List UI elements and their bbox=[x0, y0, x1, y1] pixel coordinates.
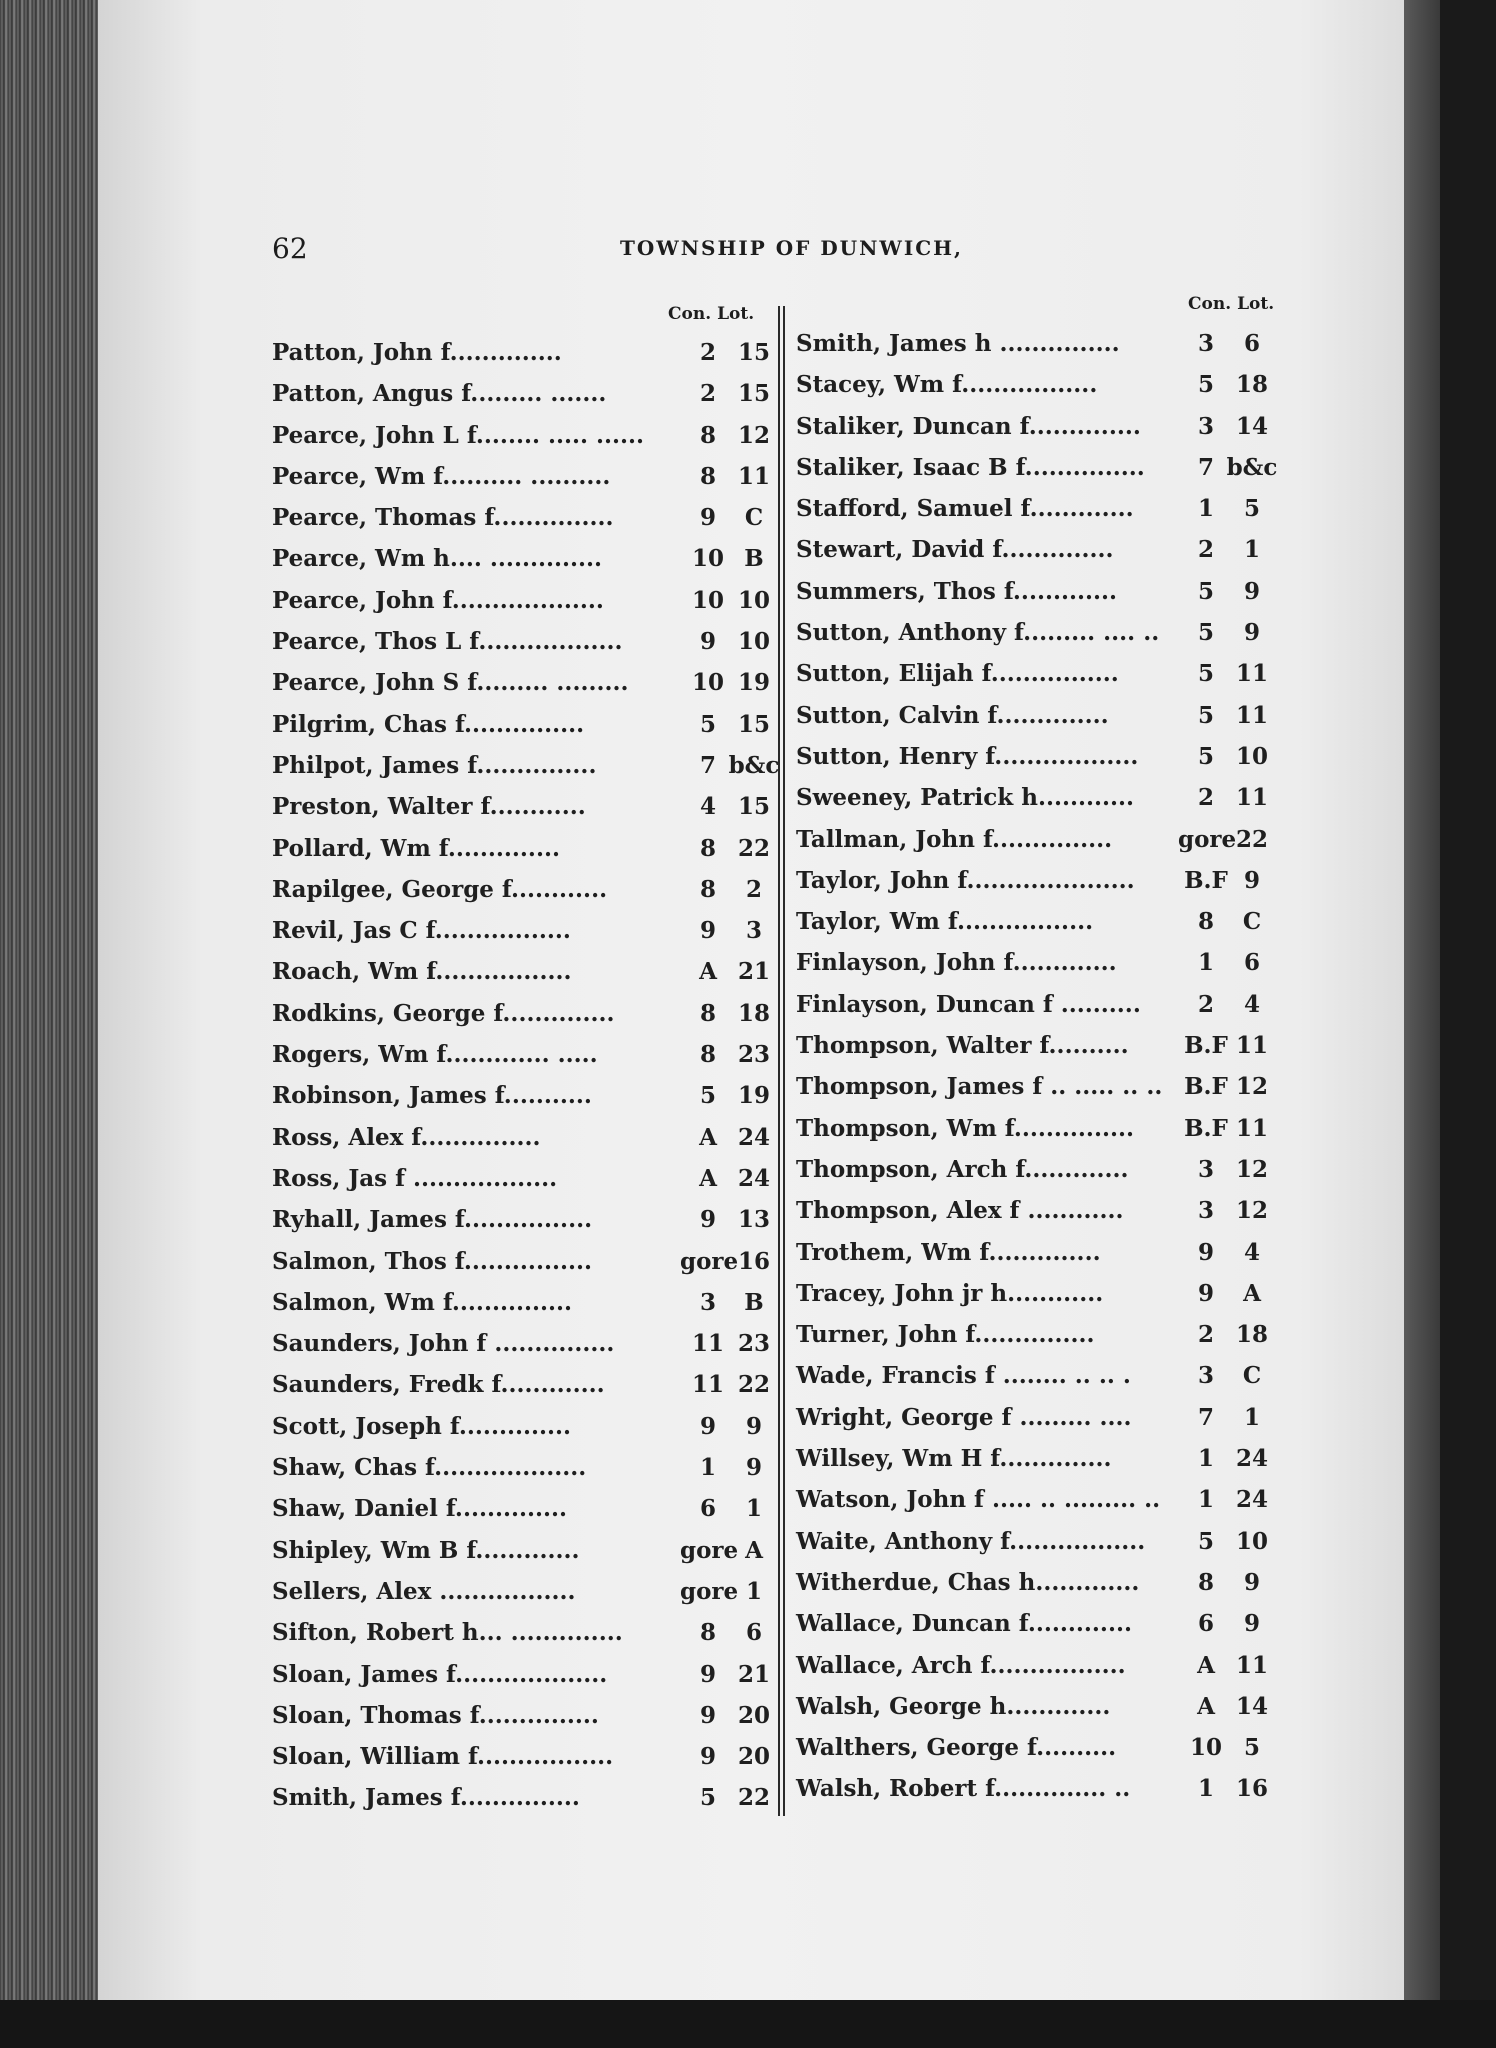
entry-name: Wright, George f ......... .... bbox=[796, 1403, 1132, 1431]
entry-name: Shipley, Wm B f............. bbox=[272, 1536, 580, 1564]
entry-lot: 12 bbox=[1235, 1073, 1268, 1101]
list-item bbox=[272, 786, 784, 827]
list-item bbox=[796, 1686, 1292, 1727]
entry-lot: C bbox=[744, 504, 764, 532]
entry-name: Patton, Angus f......... ....... bbox=[272, 380, 607, 408]
entry-name: Staliker, Isaac B f............... bbox=[796, 453, 1145, 481]
entry-lot: 11 bbox=[1235, 784, 1268, 812]
entry-lot: 2 bbox=[745, 875, 762, 903]
list-item bbox=[796, 1232, 1292, 1273]
entry-name: Finlayson, Duncan f .......... bbox=[796, 990, 1141, 1018]
entry-con: 10 bbox=[1189, 1734, 1222, 1762]
list-item bbox=[796, 529, 1292, 570]
book-spine bbox=[1404, 0, 1440, 2048]
running-head: TOWNSHIP OF DUNWICH, bbox=[620, 236, 963, 260]
list-item bbox=[272, 1158, 784, 1199]
entry-lot: 13 bbox=[737, 1206, 770, 1234]
entry-con: 3 bbox=[1197, 412, 1214, 440]
left-column-header: Con. Lot. bbox=[668, 304, 755, 324]
entry-con: 7 bbox=[1197, 453, 1214, 481]
list-item bbox=[796, 447, 1292, 488]
entry-con: 9 bbox=[1197, 1238, 1214, 1266]
list-item bbox=[796, 1438, 1292, 1479]
entry-name: Rodkins, George f.............. bbox=[272, 999, 615, 1027]
entry-con: 7 bbox=[1197, 1403, 1214, 1431]
entry-con: gore bbox=[680, 1247, 739, 1275]
page-number: 62 bbox=[272, 232, 308, 265]
entry-con: 9 bbox=[1197, 1279, 1214, 1307]
entry-name: Wallace, Arch f................. bbox=[796, 1651, 1126, 1679]
list-item bbox=[796, 364, 1292, 405]
entry-con: 11 bbox=[691, 1330, 724, 1358]
entry-lot: 6 bbox=[1243, 330, 1260, 357]
entry-name: Pollard, Wm f.............. bbox=[272, 834, 560, 862]
list-item bbox=[796, 1066, 1292, 1107]
entry-con: gore bbox=[680, 1536, 739, 1564]
entry-con: 3 bbox=[1197, 1197, 1214, 1225]
entry-name: Pearce, John S f......... ......... bbox=[272, 669, 629, 697]
entry-name: Thompson, Alex f ............ bbox=[796, 1197, 1124, 1225]
entry-name: Thompson, Arch f............. bbox=[796, 1155, 1129, 1183]
entry-name: Pearce, John L f........ ..... ...... bbox=[272, 421, 645, 449]
entry-con: 5 bbox=[1197, 701, 1214, 729]
list-item bbox=[272, 621, 784, 662]
entry-name: Stewart, David f.............. bbox=[796, 536, 1114, 564]
list-item bbox=[796, 653, 1292, 694]
entry-lot: 24 bbox=[737, 1164, 770, 1192]
entry-con: 8 bbox=[699, 462, 716, 490]
entry-con: 9 bbox=[699, 1660, 716, 1688]
entry-name: Summers, Thos f............. bbox=[796, 577, 1118, 605]
list-item bbox=[272, 993, 784, 1034]
entry-lot: 9 bbox=[1243, 866, 1260, 894]
entry-lot: 1 bbox=[1243, 536, 1260, 564]
entry-lot: 15 bbox=[737, 380, 770, 408]
entry-lot: 9 bbox=[1243, 1568, 1260, 1596]
entry-con: 5 bbox=[1197, 619, 1214, 647]
list-item bbox=[796, 571, 1292, 612]
list-item bbox=[796, 1149, 1292, 1190]
entry-name: Sweeney, Patrick h............ bbox=[796, 784, 1135, 812]
entry-name: Shaw, Daniel f.............. bbox=[272, 1495, 568, 1523]
entry-con: 8 bbox=[699, 1619, 716, 1647]
list-item bbox=[272, 1571, 784, 1612]
list-item bbox=[272, 1117, 784, 1158]
entry-name: Trothem, Wm f.............. bbox=[796, 1238, 1101, 1266]
entry-con: 5 bbox=[699, 1784, 716, 1812]
entry-name: Tallman, John f............... bbox=[796, 825, 1113, 853]
list-item bbox=[796, 1273, 1292, 1314]
entry-con: 2 bbox=[1197, 784, 1214, 812]
entry-name: Preston, Walter f............ bbox=[272, 793, 586, 821]
entry-lot: 18 bbox=[737, 999, 770, 1027]
entry-name: Pearce, Thomas f............... bbox=[272, 504, 614, 532]
entry-name: Walthers, George f.......... bbox=[796, 1734, 1117, 1762]
list-item bbox=[796, 1521, 1292, 1562]
entry-con: 9 bbox=[699, 1206, 716, 1234]
list-item bbox=[796, 736, 1292, 777]
entry-con: 7 bbox=[699, 751, 716, 779]
entry-con: B.F bbox=[1184, 1114, 1228, 1142]
entry-con: 5 bbox=[1197, 371, 1214, 399]
entry-con: A bbox=[699, 958, 717, 986]
entry-con: 1 bbox=[699, 1454, 716, 1482]
entry-name: Wallace, Duncan f............. bbox=[796, 1610, 1132, 1638]
entry-name: Patton, John f.............. bbox=[272, 339, 562, 366]
entry-name: Taylor, Wm f................. bbox=[796, 908, 1094, 936]
entry-con: 3 bbox=[1197, 1155, 1214, 1183]
entry-lot: 9 bbox=[1243, 1610, 1260, 1638]
entry-con: 8 bbox=[699, 999, 716, 1027]
entry-name: Sutton, Anthony f......... .... .. bbox=[796, 619, 1160, 647]
entry-name: Walsh, Robert f.............. .. bbox=[796, 1775, 1131, 1803]
entry-con: 11 bbox=[691, 1371, 724, 1399]
entry-lot: 23 bbox=[737, 1330, 770, 1358]
entry-name: Sutton, Elijah f................ bbox=[796, 660, 1119, 688]
entry-name: Salmon, Wm f............... bbox=[272, 1288, 573, 1316]
entry-lot: 22 bbox=[737, 1784, 770, 1812]
entry-name: Stafford, Samuel f............. bbox=[796, 495, 1134, 523]
list-item bbox=[272, 951, 784, 992]
list-item bbox=[796, 1603, 1292, 1644]
list-item bbox=[272, 1695, 784, 1736]
list-item bbox=[272, 1199, 784, 1240]
entry-con: 5 bbox=[1197, 742, 1214, 770]
list-item bbox=[272, 1364, 784, 1405]
entry-lot: 9 bbox=[1243, 619, 1260, 647]
list-item bbox=[272, 456, 784, 497]
entry-lot: C bbox=[1242, 1362, 1262, 1390]
entry-con: 1 bbox=[1197, 1775, 1214, 1803]
entry-lot: 19 bbox=[737, 1082, 770, 1110]
entry-name: Sloan, William f................. bbox=[272, 1743, 614, 1771]
list-item bbox=[272, 662, 784, 703]
entry-lot: 19 bbox=[737, 669, 770, 697]
entry-name: Turner, John f............... bbox=[796, 1321, 1095, 1349]
list-item bbox=[272, 415, 784, 456]
entry-name: Watson, John f ..... .. ......... .. bbox=[796, 1486, 1161, 1514]
entry-con: 5 bbox=[699, 1082, 716, 1110]
entry-lot: 14 bbox=[1235, 1692, 1268, 1720]
list-item bbox=[796, 612, 1292, 653]
entry-con: 5 bbox=[1197, 1527, 1214, 1555]
list-item bbox=[272, 497, 784, 538]
list-item bbox=[796, 1025, 1292, 1066]
list-item bbox=[796, 406, 1292, 447]
entry-lot: A bbox=[1243, 1279, 1261, 1307]
entry-lot: 10 bbox=[1235, 742, 1268, 770]
entry-lot: 11 bbox=[1235, 1032, 1268, 1060]
list-item bbox=[272, 1406, 784, 1447]
entry-lot: 15 bbox=[737, 793, 770, 821]
entry-con: 3 bbox=[699, 1288, 716, 1316]
entry-con: 3 bbox=[1197, 1362, 1214, 1390]
left-column-list bbox=[272, 332, 784, 1819]
entry-lot: 9 bbox=[745, 1412, 762, 1440]
entry-con: 4 bbox=[699, 793, 716, 821]
list-item bbox=[796, 323, 1292, 364]
entry-lot: 9 bbox=[1243, 577, 1260, 605]
entry-lot: 3 bbox=[745, 917, 762, 945]
entry-name: Smith, James h ............... bbox=[796, 330, 1120, 357]
right-column-header: Con. Lot. bbox=[1188, 294, 1275, 314]
entry-lot: b&c bbox=[1226, 453, 1278, 481]
list-item bbox=[272, 1241, 784, 1282]
list-item bbox=[272, 580, 784, 621]
entry-lot: 18 bbox=[1235, 1321, 1268, 1349]
list-item bbox=[796, 942, 1292, 983]
entry-con: B.F bbox=[1184, 866, 1228, 894]
entry-name: Walsh, George h............. bbox=[796, 1692, 1111, 1720]
entry-con: 2 bbox=[1197, 990, 1214, 1018]
list-item bbox=[272, 1282, 784, 1323]
entry-con: 5 bbox=[1197, 660, 1214, 688]
entry-name: Ryhall, James f................ bbox=[272, 1206, 593, 1234]
entry-name: Sloan, James f................... bbox=[272, 1660, 608, 1688]
entry-lot: 18 bbox=[1235, 371, 1268, 399]
entry-con: 9 bbox=[699, 1701, 716, 1729]
entry-lot: 22 bbox=[737, 834, 770, 862]
entry-lot: 20 bbox=[737, 1743, 770, 1771]
list-item bbox=[272, 1447, 784, 1488]
right-column-list bbox=[796, 323, 1292, 1810]
entry-con: gore bbox=[1178, 825, 1237, 853]
entry-name: Philpot, James f............... bbox=[272, 751, 597, 779]
entry-lot: 21 bbox=[737, 1660, 770, 1688]
entry-con: gore bbox=[680, 1577, 739, 1605]
list-item bbox=[272, 373, 784, 414]
entry-lot: 10 bbox=[737, 628, 770, 656]
entry-lot: 1 bbox=[1243, 1403, 1260, 1431]
list-item bbox=[796, 984, 1292, 1025]
list-item bbox=[272, 1654, 784, 1695]
entry-name: Finlayson, John f............. bbox=[796, 949, 1117, 977]
entry-name: Tracey, John jr h............ bbox=[796, 1279, 1104, 1307]
entry-con: 1 bbox=[1197, 1445, 1214, 1473]
entry-name: Taylor, John f..................... bbox=[796, 866, 1135, 894]
entry-con: A bbox=[1197, 1651, 1215, 1679]
entry-lot: 12 bbox=[1235, 1197, 1268, 1225]
entry-lot: 24 bbox=[1235, 1445, 1268, 1473]
entry-name: Saunders, John f ............... bbox=[272, 1330, 615, 1358]
entry-lot: 11 bbox=[1235, 1651, 1268, 1679]
entry-con: 1 bbox=[1197, 495, 1214, 523]
entry-lot: 22 bbox=[737, 1371, 770, 1399]
entry-lot: 4 bbox=[1243, 990, 1260, 1018]
entry-con: 9 bbox=[699, 917, 716, 945]
entry-lot: 6 bbox=[745, 1619, 762, 1647]
list-item bbox=[796, 695, 1292, 736]
background-right bbox=[1440, 0, 1496, 2048]
entry-name: Ross, Jas f .................. bbox=[272, 1164, 558, 1192]
entry-lot: C bbox=[1242, 908, 1262, 936]
entry-lot: 20 bbox=[737, 1701, 770, 1729]
entry-name: Wade, Francis f ........ .. .. . bbox=[796, 1362, 1131, 1390]
entry-name: Scott, Joseph f.............. bbox=[272, 1412, 572, 1440]
entry-lot: 21 bbox=[737, 958, 770, 986]
entry-con: 2 bbox=[1197, 1321, 1214, 1349]
entry-lot: A bbox=[745, 1536, 763, 1564]
list-item bbox=[272, 1034, 784, 1075]
list-item bbox=[272, 1736, 784, 1777]
entry-lot: 16 bbox=[737, 1247, 770, 1275]
entry-name: Rapilgee, George f............ bbox=[272, 875, 608, 903]
list-item bbox=[272, 332, 784, 373]
entry-lot: 1 bbox=[745, 1577, 762, 1605]
entry-con: 5 bbox=[1197, 577, 1214, 605]
entry-name: Smith, James f............... bbox=[272, 1784, 580, 1812]
entry-lot: 11 bbox=[1235, 701, 1268, 729]
entry-con: A bbox=[699, 1123, 717, 1151]
entry-name: Sutton, Calvin f.............. bbox=[796, 701, 1109, 729]
entry-con: B.F bbox=[1184, 1073, 1228, 1101]
entry-name: Thompson, Wm f............... bbox=[796, 1114, 1134, 1142]
entry-con: A bbox=[699, 1164, 717, 1192]
entry-con: 2 bbox=[699, 339, 716, 366]
entry-name: Sellers, Alex ................. bbox=[272, 1577, 576, 1605]
entry-name: Revil, Jas C f................. bbox=[272, 917, 571, 945]
entry-lot: B bbox=[744, 545, 764, 573]
entry-name: Salmon, Thos f................ bbox=[272, 1247, 592, 1275]
list-item bbox=[272, 869, 784, 910]
entry-lot: 10 bbox=[737, 586, 770, 614]
entry-con: 8 bbox=[699, 875, 716, 903]
entry-name: Saunders, Fredk f............. bbox=[272, 1371, 605, 1399]
list-item bbox=[796, 1727, 1292, 1768]
entry-con: 10 bbox=[691, 545, 724, 573]
entry-con: 9 bbox=[699, 1412, 716, 1440]
list-item bbox=[796, 1397, 1292, 1438]
entry-lot: B bbox=[744, 1288, 764, 1316]
list-item bbox=[272, 1612, 784, 1653]
entry-con: 6 bbox=[1197, 1610, 1214, 1638]
entry-name: Witherdue, Chas h............. bbox=[796, 1568, 1140, 1596]
entry-name: Waite, Anthony f................. bbox=[796, 1527, 1146, 1555]
entry-con: 10 bbox=[691, 586, 724, 614]
entry-lot: 11 bbox=[737, 462, 770, 490]
entry-lot: 9 bbox=[745, 1454, 762, 1482]
list-item bbox=[796, 819, 1292, 860]
entry-lot: 11 bbox=[1235, 660, 1268, 688]
entry-lot: 15 bbox=[737, 710, 770, 738]
list-item bbox=[796, 1645, 1292, 1686]
entry-con: 6 bbox=[699, 1495, 716, 1523]
list-item bbox=[796, 777, 1292, 818]
list-item bbox=[796, 1562, 1292, 1603]
entry-lot: 24 bbox=[737, 1123, 770, 1151]
entry-lot: 4 bbox=[1243, 1238, 1260, 1266]
entry-name: Rogers, Wm f............. ..... bbox=[272, 1041, 598, 1069]
list-item bbox=[796, 901, 1292, 942]
entry-lot: 15 bbox=[737, 339, 770, 366]
entry-con: B.F bbox=[1184, 1032, 1228, 1060]
list-item bbox=[272, 910, 784, 951]
list-item bbox=[796, 1108, 1292, 1149]
list-item bbox=[796, 1190, 1292, 1231]
entry-name: Robinson, James f........... bbox=[272, 1082, 592, 1110]
entry-name: Pearce, Thos L f.................. bbox=[272, 628, 623, 656]
page-stack-edge bbox=[0, 0, 112, 2048]
entry-con: A bbox=[1197, 1692, 1215, 1720]
entry-con: 8 bbox=[699, 421, 716, 449]
entry-con: 8 bbox=[1197, 908, 1214, 936]
entry-lot: 16 bbox=[1235, 1775, 1268, 1803]
entry-name: Sifton, Robert h... .............. bbox=[272, 1619, 623, 1647]
list-item bbox=[272, 538, 784, 579]
entry-lot: 22 bbox=[1235, 825, 1268, 853]
list-item bbox=[272, 1777, 784, 1818]
entry-name: Sutton, Henry f.................. bbox=[796, 742, 1139, 770]
list-item bbox=[272, 1488, 784, 1529]
entry-con: 9 bbox=[699, 1743, 716, 1771]
list-item bbox=[272, 1530, 784, 1571]
entry-name: Roach, Wm f................. bbox=[272, 958, 572, 986]
entry-con: 8 bbox=[699, 1041, 716, 1069]
entry-name: Willsey, Wm H f.............. bbox=[796, 1445, 1112, 1473]
entry-lot: b&c bbox=[728, 751, 780, 779]
entry-con: 9 bbox=[699, 628, 716, 656]
list-item bbox=[272, 704, 784, 745]
entry-name: Stacey, Wm f................. bbox=[796, 371, 1098, 399]
entry-lot: 11 bbox=[1235, 1114, 1268, 1142]
entry-name: Shaw, Chas f................... bbox=[272, 1454, 587, 1482]
entry-lot: 10 bbox=[1235, 1527, 1268, 1555]
entry-lot: 14 bbox=[1235, 412, 1268, 440]
list-item bbox=[796, 1479, 1292, 1520]
entry-con: 3 bbox=[1197, 330, 1214, 357]
entry-con: 10 bbox=[691, 669, 724, 697]
entry-con: 5 bbox=[699, 710, 716, 738]
entry-name: Sloan, Thomas f............... bbox=[272, 1701, 599, 1729]
entry-lot: 23 bbox=[737, 1041, 770, 1069]
entry-lot: 12 bbox=[737, 421, 770, 449]
background-bottom bbox=[0, 2000, 1496, 2048]
entry-name: Pearce, Wm f.......... .......... bbox=[272, 462, 611, 490]
entry-name: Ross, Alex f............... bbox=[272, 1123, 541, 1151]
entry-lot: 5 bbox=[1243, 1734, 1260, 1762]
entry-con: 8 bbox=[699, 834, 716, 862]
entry-name: Pearce, Wm h.... .............. bbox=[272, 545, 603, 573]
list-item bbox=[796, 488, 1292, 529]
entry-lot: 24 bbox=[1235, 1486, 1268, 1514]
list-item bbox=[272, 745, 784, 786]
list-item bbox=[796, 1355, 1292, 1396]
entry-con: 2 bbox=[699, 380, 716, 408]
list-item bbox=[796, 860, 1292, 901]
entry-name: Staliker, Duncan f.............. bbox=[796, 412, 1141, 440]
entry-lot: 5 bbox=[1243, 495, 1260, 523]
list-item bbox=[272, 1323, 784, 1364]
list-item bbox=[796, 1768, 1292, 1809]
list-item bbox=[272, 828, 784, 869]
entry-con: 1 bbox=[1197, 1486, 1214, 1514]
entry-name: Pilgrim, Chas f............... bbox=[272, 710, 585, 738]
entry-con: 2 bbox=[1197, 536, 1214, 564]
entry-con: 9 bbox=[699, 504, 716, 532]
entry-name: Thompson, James f .. ..... .. .. bbox=[796, 1073, 1163, 1101]
list-item bbox=[272, 1075, 784, 1116]
entry-con: 1 bbox=[1197, 949, 1214, 977]
entry-lot: 12 bbox=[1235, 1155, 1268, 1183]
list-item bbox=[796, 1314, 1292, 1355]
entry-con: 8 bbox=[1197, 1568, 1214, 1596]
entry-lot: 1 bbox=[745, 1495, 762, 1523]
entry-lot: 6 bbox=[1243, 949, 1260, 977]
entry-name: Pearce, John f................... bbox=[272, 586, 604, 614]
entry-name: Thompson, Walter f.......... bbox=[796, 1032, 1129, 1060]
